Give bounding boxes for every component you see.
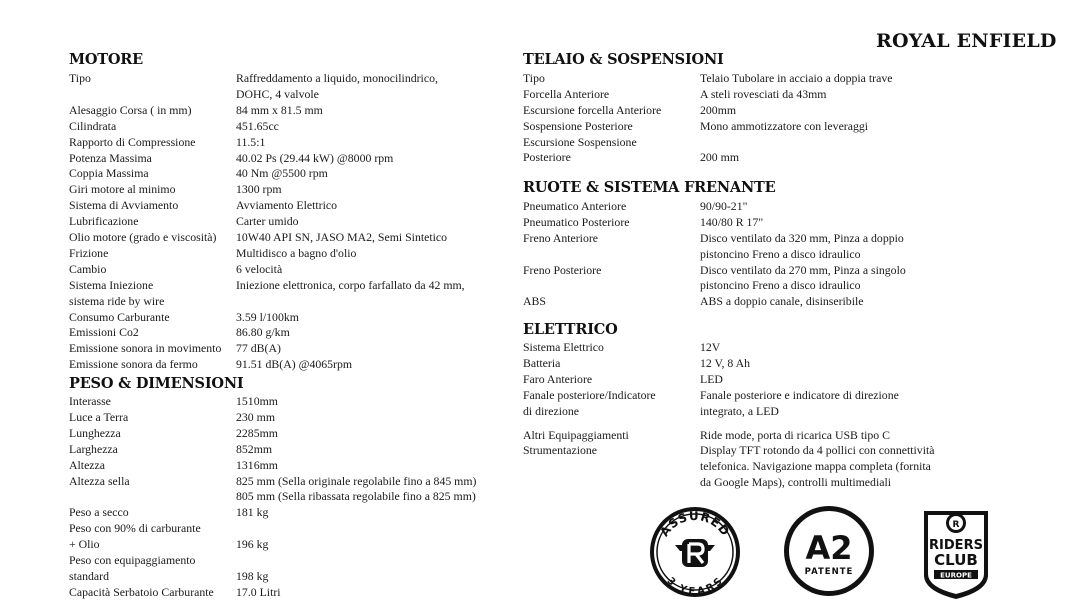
spec-value (700, 118, 868, 134)
spec-value (236, 213, 299, 229)
spec-value (700, 70, 892, 86)
spec-value-line: LED (700, 371, 723, 386)
spec-value (236, 552, 268, 584)
spec-label (69, 134, 195, 150)
spec-label-line: Forcella Anteriore (523, 86, 610, 101)
spec-label-line: Sistema di Avviamento (69, 198, 179, 213)
spec-value (236, 70, 438, 102)
spec-value (236, 277, 465, 293)
spec-label-line: Frizione (69, 245, 109, 260)
spec-value-line: 11.5:1 (236, 134, 266, 149)
assured-text: ASSURED (657, 508, 733, 540)
spec-value-line: 825 mm (Sella originale regolabile fino a 845 mm) (236, 473, 477, 488)
svg-text:R: R (952, 520, 960, 530)
spec-value-line: Iniezione elettronica, corpo farfallato da 42 mm, (236, 277, 465, 292)
spec-label-line: Peso con 90% di carburante (69, 521, 201, 536)
spec-label-line: Alesaggio Corsa ( in mm) (69, 102, 192, 117)
spec-label (69, 165, 149, 181)
spec-value (236, 473, 476, 505)
spec-value-line: Avviamento Elettrico (236, 198, 338, 213)
spec-label-line: Tipo (69, 71, 91, 85)
spec-value-line: 12V (700, 340, 721, 354)
section-title-elettrico: ELETTRICO (523, 321, 618, 338)
spec-label-line: Strumentazione (523, 443, 598, 458)
spec-label (523, 134, 637, 166)
spec-label (523, 427, 629, 443)
spec-value-line: 198 kg (236, 568, 269, 583)
spec-label (69, 584, 214, 600)
spec-label (69, 409, 128, 425)
spec-label (69, 340, 221, 356)
spec-label (69, 520, 201, 552)
spec-value-line (700, 134, 739, 150)
spec-value (700, 387, 899, 419)
spec-label-line: Sistema Iniezione (69, 277, 154, 292)
spec-label-line: Altezza sella (69, 473, 130, 488)
spec-value-line: 6 velocità (236, 261, 283, 276)
spec-value (236, 245, 356, 261)
spec-value (700, 293, 864, 309)
spec-label (69, 277, 164, 309)
spec-label-line: Potenza Massima (69, 150, 152, 165)
spec-label (69, 473, 130, 489)
spec-value-line: 451.65cc (236, 118, 279, 133)
spec-label-line: + Olio (69, 537, 100, 552)
spec-label (69, 261, 106, 277)
spec-label (523, 339, 604, 355)
spec-value (236, 197, 337, 213)
spec-value-line: Display TFT rotondo da 4 pollici con connettività (700, 443, 935, 458)
spec-label-line: Altezza (69, 457, 106, 472)
spec-value (700, 86, 826, 102)
spec-label-line: Freno Posteriore (523, 262, 602, 277)
spec-value (236, 309, 299, 325)
spec-label (69, 102, 192, 118)
spec-value (236, 181, 282, 197)
spec-label (69, 309, 170, 325)
spec-label-line: ABS (523, 294, 546, 309)
spec-label-line: Escursione forcella Anteriore (523, 102, 662, 117)
spec-value (236, 102, 323, 118)
riders-text: RIDERS (929, 538, 983, 553)
spec-label-line: Posteriore (523, 150, 571, 165)
patente-text: PATENTE (804, 567, 854, 577)
spec-value-line: Fanale posteriore e indicatore di direzione (700, 387, 899, 402)
spec-value-line (236, 552, 268, 568)
spec-value (700, 230, 904, 262)
a2-text: A2 (805, 529, 853, 567)
spec-label-line: Escursione Sospensione (523, 134, 637, 149)
spec-value-line: Multidisco a bagno d'olio (236, 245, 357, 260)
spec-value (236, 520, 268, 552)
spec-value-line: 181 kg (236, 505, 269, 520)
spec-label (69, 393, 111, 409)
spec-value (236, 150, 393, 166)
spec-label (69, 504, 129, 520)
spec-label-line: Consumo Carburante (69, 309, 170, 324)
spec-value (236, 356, 352, 372)
spec-value-line: 3.59 l/100km (236, 309, 299, 324)
section-title-peso-dimensioni: PESO & DIMENSIONI (69, 375, 244, 392)
spec-value-line: 10W40 API SN, JASO MA2, Semi Sintetico (236, 230, 448, 244)
spec-label-line: Luce a Terra (69, 409, 129, 424)
assured-3-years-badge (648, 505, 742, 599)
spec-label (523, 198, 626, 214)
spec-value-line: 196 kg (236, 537, 269, 552)
spec-value-line: 852mm (236, 441, 273, 456)
spec-label (523, 230, 598, 246)
spec-value-line: 86.80 g/km (236, 325, 290, 340)
spec-value (700, 427, 890, 443)
spec-value (700, 262, 906, 294)
spec-label-line: Lubrificazione (69, 214, 139, 229)
spec-value-line: pistoncino Freno a disco idraulico (700, 246, 861, 261)
spec-label (523, 262, 601, 278)
spec-label-line: Rapporto di Compressione (69, 134, 196, 149)
spec-label (69, 213, 138, 229)
spec-value (700, 442, 935, 490)
spec-value (236, 340, 281, 356)
spec-label-line: Olio motore (grado e viscosità) (69, 230, 217, 244)
spec-label (69, 181, 175, 197)
spec-label-line: Emissione sonora in movimento (69, 341, 222, 356)
brand-logo: ROYAL ENFIELD (876, 30, 1057, 52)
section-title-motore: MOTORE (69, 51, 144, 68)
spec-label-line: Pneumatico Anteriore (523, 199, 627, 213)
section-title-ruote: RUOTE & SISTEMA FRENANTE (523, 179, 776, 196)
spec-value (236, 165, 328, 181)
spec-label-line: Giri motore al minimo (69, 182, 176, 197)
spec-value (700, 134, 739, 166)
spec-label (69, 229, 216, 245)
spec-label-line: Larghezza (69, 441, 118, 456)
spec-label (523, 118, 633, 134)
spec-value-line: 40 Nm @5500 rpm (236, 166, 328, 181)
spec-label-line: Faro Anteriore (523, 371, 593, 386)
spec-value-line: Carter umido (236, 214, 299, 229)
spec-value-line: Ride mode, porta di ricarica USB tipo C (700, 427, 891, 442)
spec-value-line: 1316mm (236, 457, 278, 472)
spec-label-line: Peso a secco (69, 505, 129, 520)
spec-label (69, 552, 195, 584)
spec-value (236, 457, 278, 473)
spec-label-line: Emissioni Co2 (69, 325, 139, 340)
spec-value-line: pistoncino Freno a disco idraulico (700, 278, 861, 293)
spec-value-line: A steli rovesciati da 43mm (700, 86, 827, 101)
spec-value (700, 198, 747, 214)
spec-value-line: 84 mm x 81.5 mm (236, 102, 323, 117)
spec-value-line: ABS a doppio canale, disinseribile (700, 294, 864, 309)
spec-value (236, 134, 265, 150)
spec-label (523, 371, 592, 387)
spec-label (69, 356, 198, 372)
riders-club-europe-badge (918, 501, 994, 601)
spec-label-line: Pneumatico Posteriore (523, 214, 630, 229)
spec-value (700, 355, 750, 371)
spec-label-line: Cilindrata (69, 118, 117, 133)
club-text: CLUB (934, 551, 978, 569)
spec-value (236, 425, 278, 441)
spec-value-line: integrato, a LED (700, 403, 779, 418)
spec-label-line: Interasse (69, 394, 111, 408)
spec-label (69, 425, 121, 441)
spec-value (700, 371, 723, 387)
spec-label (523, 387, 656, 419)
section-title-telaio: TELAIO & SOSPENSIONI (523, 51, 724, 68)
spec-value-line: 200 mm (700, 150, 739, 165)
spec-value-line (236, 520, 268, 536)
spec-label-line: Emissione sonora da fermo (69, 357, 198, 372)
spec-label (523, 293, 546, 309)
spec-value-line: 90/90-21" (700, 199, 748, 213)
spec-label-line: Sospensione Posteriore (523, 118, 633, 133)
spec-label-line: Freno Anteriore (523, 230, 599, 245)
spec-label (69, 245, 108, 261)
spec-value (236, 118, 279, 134)
a2-patente-badge (782, 503, 876, 599)
spec-value-line: da Google Maps), controlli multimediali (700, 475, 892, 490)
spec-label (523, 355, 560, 371)
spec-value-line: 40.02 Ps (29.44 kW) @8000 rpm (236, 150, 394, 165)
spec-label (523, 86, 609, 102)
spec-label-line: Tipo (523, 71, 545, 85)
spec-label (69, 441, 118, 457)
spec-value-line: 2285mm (236, 425, 278, 440)
spec-value-line: telefonica. Navigazione mappa completa (fornita (700, 459, 931, 474)
spec-value (700, 214, 763, 230)
spec-value-line: 200mm (700, 102, 737, 117)
spec-value (236, 393, 278, 409)
spec-value-line: 805 mm (Sella ribassata regolabile fino a 825 mm) (236, 489, 476, 504)
spec-value-line: 17.0 Litri (236, 584, 281, 599)
spec-value-line: 140/80 R 17" (700, 214, 764, 229)
spec-label (69, 197, 178, 213)
spec-label-line: sistema ride by wire (69, 293, 165, 308)
spec-value-line: DOHC, 4 valvole (236, 86, 319, 101)
spec-value (236, 409, 275, 425)
spec-label (523, 70, 545, 86)
spec-label (69, 118, 116, 134)
spec-value-line: Mono ammotizzatore con leveraggi (700, 118, 869, 133)
spec-value-line: Telaio Tubolare in acciaio a doppia trave (700, 71, 893, 85)
spec-value-line: 77 dB(A) (236, 341, 281, 356)
spec-label (69, 150, 152, 166)
spec-value (236, 324, 290, 340)
spec-label-line: Coppia Massima (69, 166, 149, 181)
spec-value-line: 12 V, 8 Ah (700, 355, 751, 370)
spec-value (236, 584, 281, 600)
spec-label-line: Batteria (523, 355, 561, 370)
spec-label (523, 214, 629, 230)
spec-label (69, 324, 139, 340)
spec-value (236, 441, 272, 457)
spec-value-line: Raffreddamento a liquido, monocilindrico, (236, 71, 438, 85)
spec-value (700, 102, 736, 118)
spec-label-line: standard (69, 568, 109, 583)
spec-label-line: Fanale posteriore/Indicatore (523, 387, 656, 402)
spec-value-line: 230 mm (236, 409, 275, 424)
spec-value (236, 504, 268, 520)
spec-label (523, 102, 661, 118)
spec-label-line: Altri Equipaggiamenti (523, 427, 629, 442)
spec-label-line: di direzione (523, 403, 580, 418)
spec-label-line: Sistema Elettrico (523, 340, 604, 354)
spec-label-line: Cambio (69, 261, 107, 276)
spec-label-line: Lunghezza (69, 425, 121, 440)
spec-value-line: Disco ventilato da 320 mm, Pinza a doppio (700, 230, 904, 245)
spec-value-line: Disco ventilato da 270 mm, Pinza a singolo (700, 262, 906, 277)
years-text: 3 YEARS (664, 575, 726, 598)
spec-label (523, 442, 597, 458)
spec-value-line: 1510mm (236, 394, 278, 408)
spec-value-line: 1300 rpm (236, 182, 282, 197)
spec-label (69, 70, 91, 86)
spec-label (69, 457, 105, 473)
spec-value (700, 339, 720, 355)
spec-value (236, 261, 282, 277)
europe-text: EUROPE (940, 571, 972, 580)
spec-value-line: 91.51 dB(A) @4065rpm (236, 357, 353, 372)
spec-label-line: Capacità Serbatoio Carburante (69, 584, 214, 599)
spec-value (236, 229, 447, 245)
spec-label-line: Peso con equipaggiamento (69, 553, 196, 567)
